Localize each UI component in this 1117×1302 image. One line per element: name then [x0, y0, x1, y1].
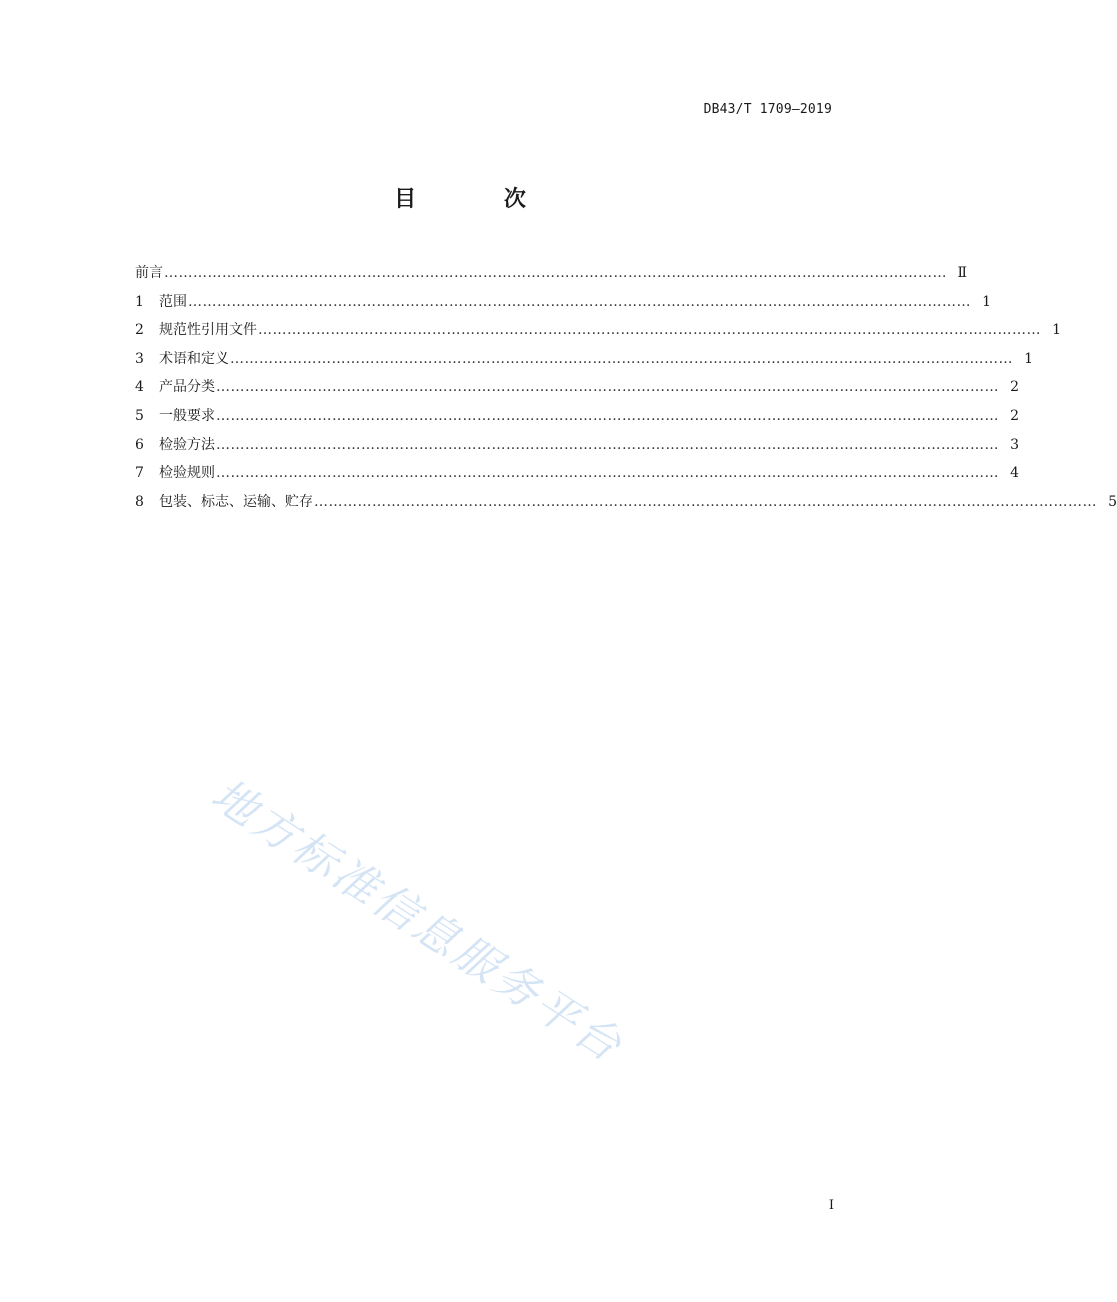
toc-entry-number: 5: [135, 407, 144, 424]
toc-entry-label: 检验方法: [159, 436, 215, 453]
toc-entry-label: 前言: [135, 265, 163, 281]
toc-entry-general-requirements[interactable]: [135, 405, 1019, 434]
toc-entry-page: 4: [1010, 465, 1019, 482]
toc-leader-dots: ………………………………………………………………………………………………………………………………………………: [216, 379, 999, 396]
toc-entry-inspection-rules[interactable]: [135, 462, 1019, 491]
toc-entry-product-classification[interactable]: [135, 376, 1019, 405]
toc-entry-scope[interactable]: [135, 291, 991, 320]
toc-leader-dots: ………………………………………………………………………………………………………………………………………………: [216, 436, 999, 453]
toc-entry-terms-definitions[interactable]: [135, 348, 1033, 377]
toc-entry-number: 1: [135, 293, 144, 310]
toc-leader-dots: ………………………………………………………………………………………………………………………………………………: [230, 350, 1013, 367]
toc-leader-dots: ………………………………………………………………………………………………………………………………………………: [164, 265, 947, 281]
toc-entry-page: 3: [1010, 436, 1019, 453]
toc-leader-dots: ………………………………………………………………………………………………………………………………………………: [314, 493, 1097, 510]
toc-leader-dots: ………………………………………………………………………………………………………………………………………………: [188, 293, 971, 310]
watermark: 地方标准信息服务平台: [202, 769, 633, 1074]
document-code: DB43/T 1709—2019: [703, 102, 832, 117]
toc-entry-label: 产品分类: [159, 379, 215, 396]
toc-entry-number: 6: [135, 436, 144, 453]
toc-leader-dots: ………………………………………………………………………………………………………………………………………………: [216, 465, 999, 482]
toc-entry-packaging-marking-transport-storage[interactable]: [135, 491, 1117, 520]
table-of-contents: [135, 262, 1117, 519]
toc-entry-number: 2: [135, 322, 144, 339]
toc-entry-number: 8: [135, 493, 144, 510]
toc-entry-label: 包装、标志、运输、贮存: [159, 493, 313, 510]
toc-entry-number: 3: [135, 350, 144, 367]
toc-entry-test-methods[interactable]: [135, 434, 1019, 463]
toc-entry-label: 规范性引用文件: [159, 322, 257, 339]
toc-entry-normative-references[interactable]: [135, 319, 1061, 348]
toc-entry-label: 检验规则: [159, 465, 215, 482]
toc-entry-page: 1: [1052, 322, 1061, 339]
toc-entry-preface[interactable]: [135, 262, 967, 291]
toc-entry-label: 术语和定义: [159, 350, 229, 367]
toc-entry-label: 一般要求: [159, 407, 215, 424]
toc-leader-dots: ………………………………………………………………………………………………………………………………………………: [258, 322, 1041, 339]
toc-entry-page: 1: [1024, 350, 1033, 367]
toc-entry-page: 1: [982, 293, 991, 310]
toc-entry-number: 4: [135, 379, 144, 396]
toc-entry-page: Ⅱ: [957, 265, 967, 281]
toc-entry-number: 7: [135, 465, 144, 482]
toc-entry-page: 2: [1010, 379, 1019, 396]
page-number: I: [828, 1198, 834, 1213]
toc-entry-page: 2: [1010, 407, 1019, 424]
toc-entry-page: 5: [1108, 493, 1117, 510]
page-title: 目 次: [394, 187, 566, 212]
toc-leader-dots: ………………………………………………………………………………………………………………………………………………: [216, 407, 999, 424]
toc-entry-label: 范围: [159, 293, 187, 310]
